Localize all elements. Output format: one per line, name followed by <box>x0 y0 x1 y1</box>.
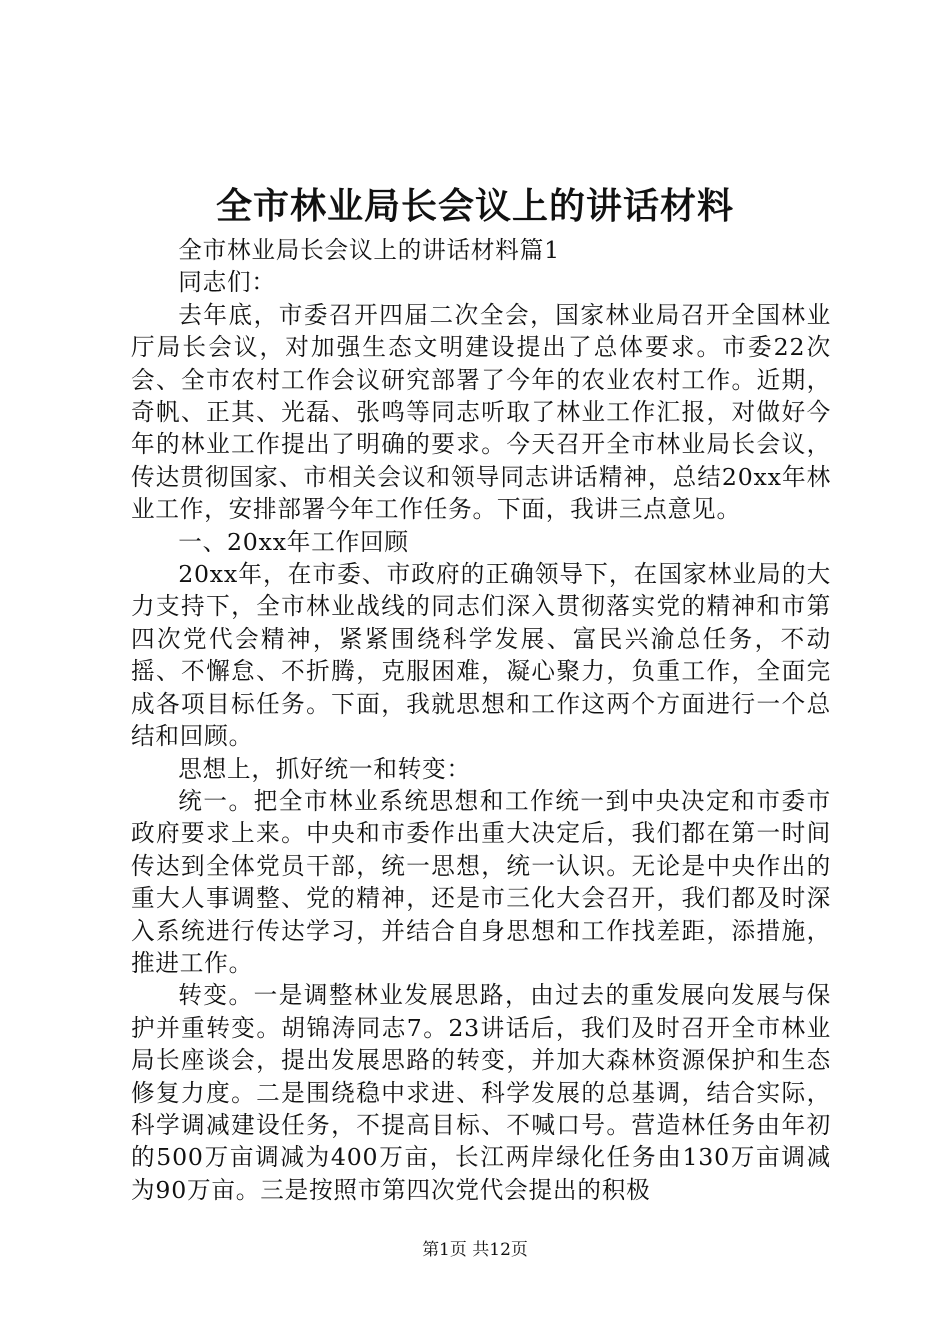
paragraph-review: 20xx年，在市委、市政府的正确领导下，在国家林业局的大力支持下，全市林业战线的同志们深入贯彻落实党的精神和市第四次党代会精神，紧紧围绕科学发展、富民兴渝总任务，不动摇、不懈怠、不折腾，克服困难，凝心聚力，负重工作，全面完成各项目标任务。下面，我就思想和工作这两个方面进行一个总结和回顾。 <box>131 560 831 751</box>
heading-review: 一、20xx年工作回顾 <box>178 527 409 556</box>
paragraph-unity: 统一。把全市林业系统思想和工作统一到中央决定和市委市政府要求上来。中央和市委作出重大决定后，我们都在第一时间传达到全体党员干部，统一思想，统一认识。无论是中央作出的重大人事调整、党的精神，还是市三化大会召开，我们都及时深入系统进行传达学习，并结合自身思想和工作找差距，添措施，推进工作。 <box>131 786 831 977</box>
document-body <box>131 234 831 1206</box>
document-title: 全市林业局长会议上的讲话材料 <box>215 186 734 227</box>
section-heading: 全市林业局长会议上的讲话材料篇1 <box>178 236 560 264</box>
paragraph-intro: 去年底，市委召开四届二次全会，国家林业局召开全国林业厅局长会议，对加强生态文明建设提出了总体要求。市委22次会、全市农村工作会议研究部署了今年的农业农村工作。近期，奇帆、正其、光磊、张鸣等同志听取了林业工作汇报，对做好今年的林业工作提出了明确的要求。今天召开全市林业局长会议，传达贯彻国家、市相关会议和领导同志讲话精神，总结20xx年林业工作，安排部署今年工作任务。下面，我讲三点意见。 <box>131 300 831 524</box>
paragraph-transformation: 转变。一是调整林业发展思路，由过去的重发展向发展与保护并重转变。胡锦涛同志7。23讲话后，我们及时召开全市林业局长座谈会，提出发展思路的转变，并加大森林资源保护和生态修复力度。二是围绕稳中求进、科学发展的总基调，结合实际，科学调减建设任务，不提高目标、不喊口号。营造林任务由年初的500万亩调减为400万亩，长江两岸绿化任务由130万亩调减为90万亩。三是按照市第四次党代会提出的积极 <box>131 981 831 1204</box>
subheading-thinking: 思想上，抓好统一和转变： <box>178 754 471 783</box>
page-number: 第1页 共12页 <box>422 1240 528 1260</box>
salutation: 同志们： <box>178 268 276 297</box>
